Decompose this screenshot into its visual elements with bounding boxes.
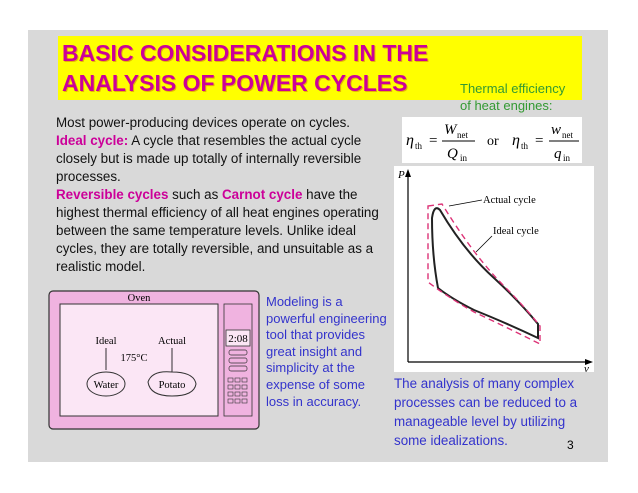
- w-net-lower-subscript: net: [562, 130, 573, 140]
- pv-diagram: [394, 166, 594, 372]
- body-text: [56, 114, 396, 276]
- eta-symbol-1: η: [406, 132, 414, 149]
- w-net-numerator: W: [444, 122, 457, 138]
- q-in-subscript: in: [460, 153, 468, 163]
- oven-temperature: 175°C: [120, 353, 148, 364]
- ideal-leader-line: [476, 236, 492, 252]
- oven-display-time: 2:08: [228, 333, 248, 345]
- water-label: Water: [93, 380, 119, 391]
- efficiency-formula: [402, 117, 582, 163]
- w-net-subscript: net: [457, 130, 468, 140]
- reversible-mid-text: such as: [168, 187, 223, 202]
- q-in-lower-denominator: q: [554, 146, 562, 162]
- oven-illustration: [48, 290, 260, 430]
- svg-text:=: =: [429, 133, 438, 149]
- ideal-cycle-term: Ideal cycle:: [56, 133, 129, 148]
- oven-label: Oven: [127, 293, 151, 304]
- eta-symbol-2: η: [512, 132, 520, 149]
- page-number: 3: [567, 438, 574, 452]
- q-in-lower-subscript: in: [563, 153, 571, 163]
- svg-text:=: =: [535, 133, 544, 149]
- reversible-cycles-term: Reversible cycles: [56, 187, 169, 202]
- p-axis-arrow: [405, 169, 411, 177]
- ideal-cycle-label: Ideal cycle: [493, 226, 539, 237]
- thermal-efficiency-label: Thermal efficiency of heat engines:: [460, 81, 566, 113]
- oven-ideal-label: Ideal: [95, 336, 117, 347]
- eta-subscript-1: th: [415, 141, 423, 151]
- carnot-cycle-term: Carnot cycle: [222, 187, 303, 202]
- eta-subscript-2: th: [521, 141, 529, 151]
- slide-title: BASIC CONSIDERATIONS IN THE ANALYSIS OF POWER CYCLES: [62, 40, 429, 96]
- reversible-cycles-paragraph: [56, 186, 396, 276]
- p-axis-label: P: [398, 169, 405, 181]
- potato-label: Potato: [158, 380, 186, 391]
- modeling-note: Modeling is a powerful engineering tool that provides great insight and simplicity at the expense of some loss in accuracy.: [266, 294, 387, 409]
- w-net-lower-numerator: w: [551, 122, 562, 138]
- ideal-cycle-curve: [428, 204, 540, 344]
- v-axis-label: v: [584, 363, 589, 372]
- ideal-cycle-definition: A cycle that resembles the actual cycle closely but is made up totally of internally reversible processes.: [56, 133, 362, 184]
- q-in-denominator: Q: [447, 146, 458, 162]
- analysis-note: The analysis of many complex processes can be reduced to a manageable level by utilizing some idealizations.: [394, 376, 578, 448]
- actual-leader-line: [449, 200, 482, 206]
- oven-actual-label: Actual: [158, 336, 186, 347]
- or-word: or: [487, 134, 499, 149]
- intro-text: Most power-producing devices operate on cycles.: [56, 115, 350, 130]
- ideal-cycle-paragraph: [56, 132, 396, 186]
- actual-cycle-label: Actual cycle: [483, 195, 536, 206]
- reversible-cycles-text: have the highest thermal efficiency of all heat engines operating between the same temperature levels. Unlike ideal cycles, they are totally reversible, and unsuitable as a realistic model.: [56, 187, 379, 274]
